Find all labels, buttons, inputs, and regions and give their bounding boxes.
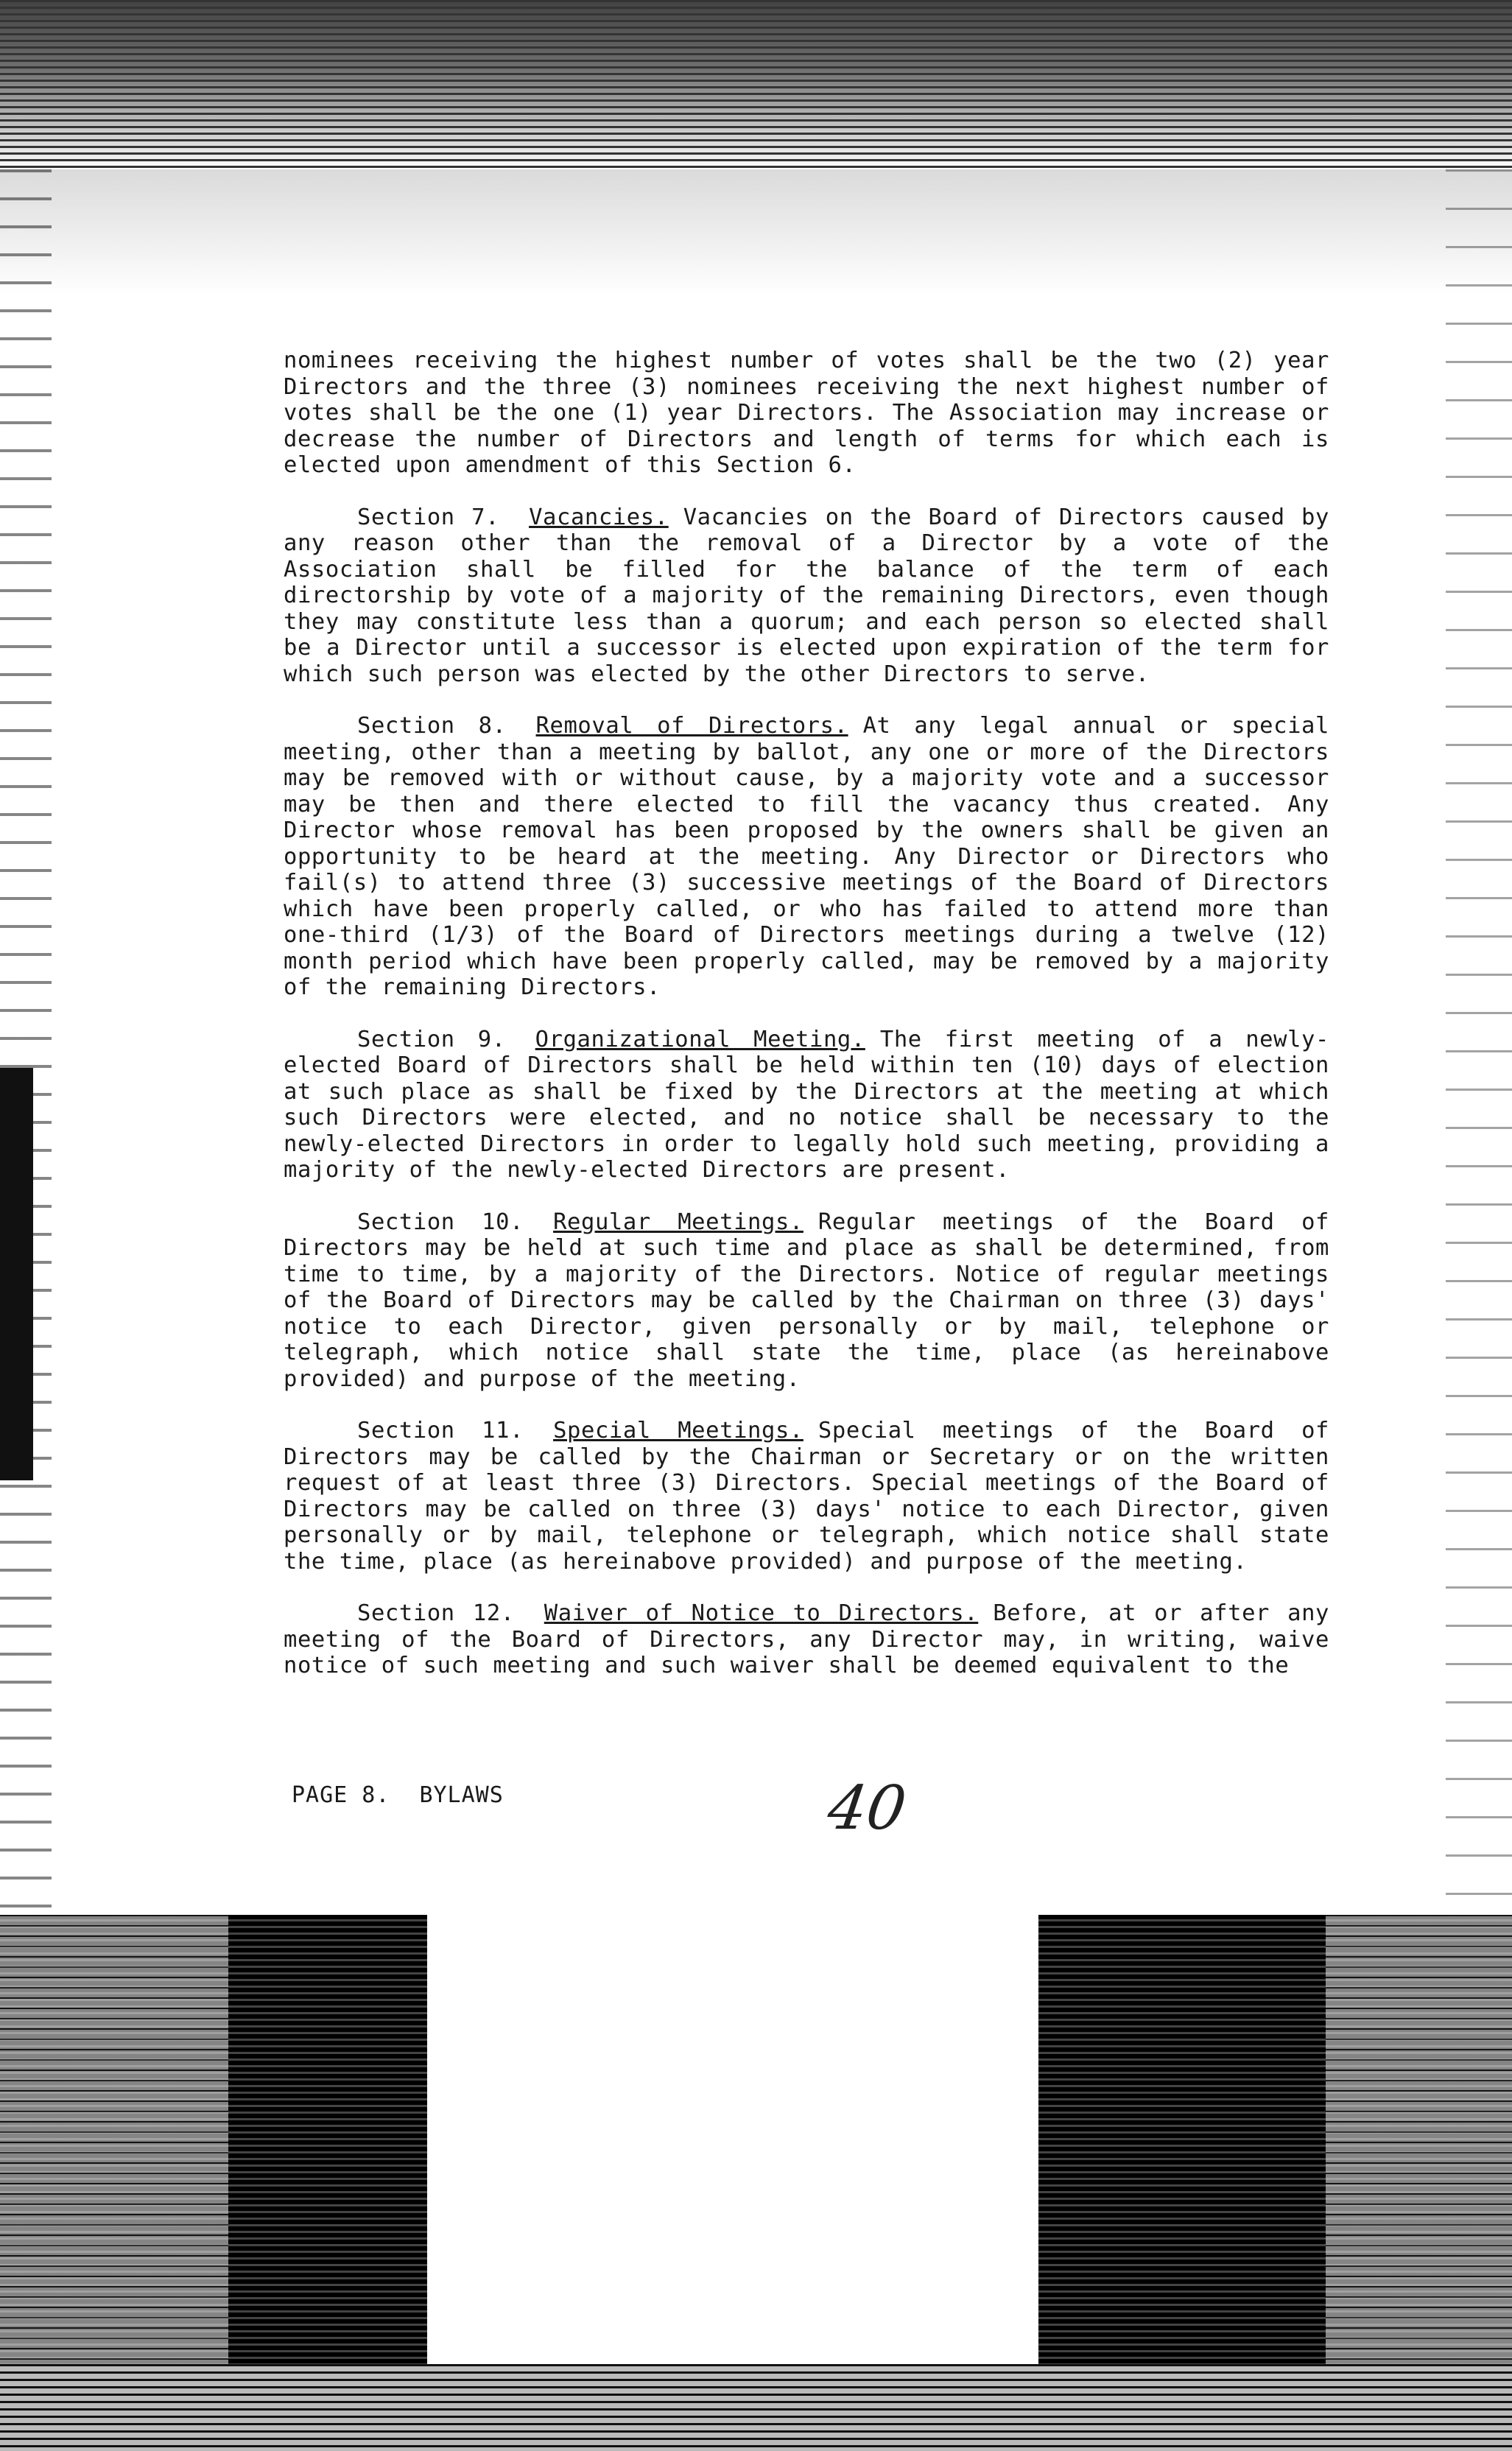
scan-artifact-bottom-right-stripes <box>1326 1915 1512 2371</box>
section-label: Section 10. <box>357 1209 524 1235</box>
scan-artifact-bottom-left-stripes <box>0 1915 228 2371</box>
section-text: Before, at or after any meeting of the Board of Directors, any Director may, in writing, waive notice of such meeting and such waiver shall be deemed equivalent to the <box>284 1600 1329 1678</box>
section-title: Removal of Directors. <box>535 713 848 739</box>
scan-artifact-top-fade <box>0 169 1512 295</box>
section-text: Special meetings of the Board of Directors may be called by the Chairman or Secretary or on the written request of at least three (3) Directors. Special meetings of the Board of Directors may be called on three (3) days' notice to each Director, given personally or by mail, telephone or telegraph, which notice shall state the time, place (as hereinabove provided) and purpose of the meeting. <box>284 1418 1329 1575</box>
section-text: The first meeting of a newly-elected Board of Directors shall be held within ten (10) days of election at such place as shall be fixed by the Directors at the meeting at which such Directors were elected, and no notice shall be necessary to the newly-elected Directors in order to legally hold such meeting, providing a majority of the newly-elected Directors are present. <box>284 1026 1329 1183</box>
page-footer <box>292 1782 533 1808</box>
doc-label: BYLAWS <box>419 1782 504 1808</box>
section-label: Section 8. <box>357 713 507 739</box>
section-12 <box>284 1600 1329 1679</box>
scan-artifact-bottom <box>0 2364 1512 2451</box>
section-text: Vacancies on the Board of Directors caused by any reason other than the removal of a Director by a vote of the Association shall be filled for the balance of the term of each directorship by vote of a majority of the remaining Directors, even though they may constitute less than a quorum; and each person so elected shall be a Director until a successor is elected upon expiration of the term for which such person was elected by the other Directors to serve. <box>284 504 1329 687</box>
section-8 <box>284 713 1329 1001</box>
section-label: Section 12. <box>357 1600 515 1626</box>
section-text: Regular meetings of the Board of Directors may be held at such time and place as shall be determined, from time to time, by a majority of the Directors. Notice of regular meetings of the Board of Directors may be called by the Chairman on three (3) days' notice to each Director, given personally or by mail, telephone or telegraph, which notice shall state the time, place (as hereinabove provided) and purpose of the meeting. <box>284 1209 1329 1392</box>
intro-paragraph: nominees receiving the highest number of votes shall be the two (2) year Directors and the three (3) nominees receiving the next highest number of votes shall be the one (1) year Directors. The Association may increase or decrease the number of Directors and length of terms for which each is elected upon amendment of this Section 6. <box>284 348 1329 478</box>
section-title: Regular Meetings. <box>553 1209 804 1235</box>
page-label: PAGE 8. <box>292 1782 390 1808</box>
section-title: Special Meetings. <box>553 1418 804 1443</box>
section-title: Vacancies. <box>529 504 669 530</box>
section-label: Section 11. <box>357 1418 524 1443</box>
section-label: Section 7. <box>357 504 500 530</box>
scan-artifact-left-block <box>0 1068 33 1480</box>
section-9 <box>284 1027 1329 1184</box>
section-text: At any legal annual or special meeting, other than a meeting by ballot, any one or more of the Directors may be removed with or without cause, by a majority vote and a successor may be then and there elected to fill the vacancy thus created. Any Director whose removal has been proposed by the owners shall be given an opportunity to be heard at the meeting. Any Director or Directors who fail(s) to attend three (3) successive meetings of the Board of Directors which have been properly called, or who has failed to attend more than one-third (1/3) of the Board of Directors meetings during a twelve (12) month period which have been properly called, may be removed by a majority of the remaining Directors. <box>284 713 1329 1000</box>
handwritten-page-number: 40 <box>823 1773 911 1843</box>
section-10 <box>284 1209 1329 1393</box>
section-title: Organizational Meeting. <box>535 1026 865 1052</box>
section-11 <box>284 1418 1329 1575</box>
section-label: Section 9. <box>357 1026 506 1052</box>
section-7 <box>284 504 1329 688</box>
scan-artifact-top <box>0 0 1512 169</box>
document-body <box>284 348 1329 1705</box>
section-title: Waiver of Notice to Directors. <box>544 1600 979 1626</box>
